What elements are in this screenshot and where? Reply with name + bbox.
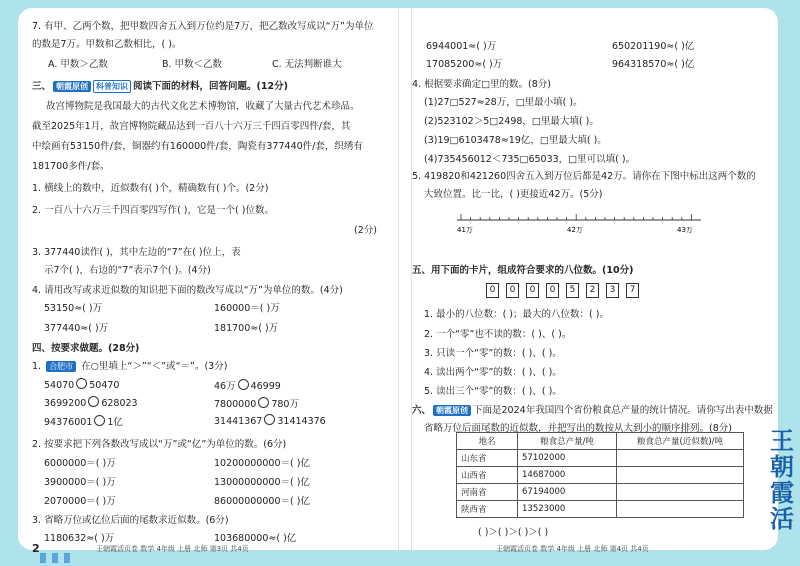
s3-q3-line1: 3. 377440读作( )，其中左边的“7”在( )位上，表 — [32, 247, 241, 258]
answer-circle[interactable] — [258, 397, 269, 408]
s4-q3-item: 1180632≈( )万 — [44, 533, 115, 544]
tick-label-43: 43万 — [677, 226, 693, 234]
output-cell: 57102000 — [518, 450, 617, 467]
table-header: 地名 — [457, 433, 518, 450]
compare-left: 46万 — [214, 381, 236, 392]
r-q4: 4. 根据要求确定□里的数。(8分) — [412, 79, 552, 90]
digit-card: 0 — [506, 283, 519, 298]
digit-card: 5 — [566, 283, 579, 298]
q7-option-a: A. 甲数＞乙数 — [48, 59, 108, 70]
r-q4-item: (2)523102＞5□2498，□里最大填( )。 — [424, 116, 599, 127]
section6-line2: 省略万位后面尾数的近似数，并把写出的数按从大到小的顺序排列。(8分) — [424, 423, 732, 434]
answer-circle[interactable] — [94, 415, 105, 426]
q7-option-c: C. 无法判断谁大 — [272, 59, 342, 70]
s4-q1: 1. 合肥市 在○里填上“＞”“＜”或“＝”。(3分) — [32, 361, 228, 372]
compare-left: 3699200 — [44, 398, 87, 409]
round-item: 6944001≈( )万 — [426, 41, 497, 52]
order-answer: ( )＞( )＞( )＞( ) — [478, 527, 549, 538]
s3-q3-line2: 示7个( )，右边的“7”表示7个( )。(4分) — [44, 265, 211, 276]
province-cell: 陕西省 — [457, 501, 518, 518]
compare-right: 1亿 — [107, 417, 123, 428]
table-header: 粮食总产量/吨 — [518, 433, 617, 450]
r-q4-item: (3)19□6103478≈19亿，□里最大填( )。 — [424, 135, 607, 146]
digit-card: 0 — [486, 283, 499, 298]
compare-right: 31414376 — [277, 416, 326, 427]
digit-card: 2 — [586, 283, 599, 298]
page-divider — [398, 8, 412, 550]
compare-item — [44, 396, 138, 409]
table-row — [457, 450, 744, 467]
compare-left: 7800000 — [214, 399, 257, 410]
compare-item — [44, 414, 123, 428]
tick-label-41: 41万 — [457, 226, 473, 234]
s3-q2: 2. 一百八十六万三千四百零四写作( )，它是一个( )位数。 — [32, 205, 274, 216]
table-header: 粮食总产量(近似数)/吨 — [617, 433, 744, 450]
q7-line1: 7. 有甲、乙两个数，把甲数四舍五入到万位约是7万，把乙数改写成以“万”为单位 — [32, 21, 374, 32]
brand-logo: 王 朝 霞 活 — [770, 426, 794, 533]
round-item: 17085200≈( )万 — [426, 59, 503, 70]
section6-line1: 下面是2024年我国四个省份粮食总产量的统计情况。请你写出表中数据 — [473, 405, 773, 416]
answer-circle[interactable] — [76, 378, 87, 389]
compare-item — [214, 414, 326, 427]
s4-q2-item: 6000000＝( )万 — [44, 458, 116, 469]
approx-cell[interactable] — [617, 484, 744, 501]
province-cell: 山东省 — [457, 450, 518, 467]
r-q5-line2: 大致位置。比一比，( )更接近42万。(5分) — [424, 189, 603, 200]
table-row — [457, 501, 744, 518]
q7-option-b: B. 甲数＜乙数 — [162, 59, 223, 70]
left-page — [32, 0, 394, 566]
s4-q2-item: 2070000＝( )万 — [44, 496, 116, 507]
compare-item — [214, 396, 299, 410]
left-footer: 王朝霞活页卷 数学 4年级 上册 北师 第3页 共4页 — [96, 545, 249, 553]
section6-number: 六、 — [412, 405, 432, 416]
s4-q2: 2. 按要求把下列各数改写成以“万”或“亿”为单位的数。(6分) — [32, 439, 287, 450]
s3-q1: 1. 横线上的数中，近似数有( )个，精确数有( )个。(2分) — [32, 183, 269, 194]
compare-left: 54070 — [44, 380, 75, 391]
s3-q4-item: 377440≈( )万 — [44, 323, 109, 334]
compare-right: 780万 — [271, 399, 299, 410]
section6-heading — [412, 402, 773, 416]
s3-q2-score: (2分) — [354, 225, 377, 236]
compare-right: 46999 — [250, 381, 281, 392]
digit-card: 7 — [626, 283, 639, 298]
compare-item — [214, 378, 281, 392]
page-number: 2 — [32, 542, 40, 555]
province-cell: 河南省 — [457, 484, 518, 501]
r-q5-line1: 5. 419820和421260四舍五入到万位后都是42万。请你在下图中标出这两个数的 — [412, 171, 756, 182]
output-cell: 14687000 — [518, 467, 617, 484]
answer-circle[interactable] — [238, 379, 249, 390]
section3-heading — [32, 78, 288, 93]
passage-line: 故宫博物院是我国最大的古代文化艺术博物馆，收藏了大量古代艺术珍品。 — [46, 101, 360, 112]
answer-circle[interactable] — [264, 414, 275, 425]
s5-item: 2. 一个“零”也不读的数：( )、( )。 — [424, 329, 572, 340]
s3-q4-item: 160000＝( )万 — [214, 303, 280, 314]
output-cell: 67194000 — [518, 484, 617, 501]
province-cell: 山西省 — [457, 467, 518, 484]
digit-card: 3 — [606, 283, 619, 298]
q7-line2: 的数是7万。甲数和乙数相比，( )。 — [32, 39, 182, 50]
number-line — [455, 212, 705, 234]
number-line-ticks — [461, 214, 691, 220]
passage-line: 181700多件/套。 — [32, 161, 110, 172]
table-header-row — [457, 433, 744, 450]
right-footer: 王朝霞活页卷 数学 4年级 上册 北师 第4页 共4页 — [496, 545, 649, 553]
section3-title: 阅读下面的材料，回答问题。(12分) — [133, 81, 288, 92]
s4-q2-item: 3900000＝( )万 — [44, 477, 116, 488]
round-item: 964318570≈( )亿 — [612, 59, 695, 70]
s5-item: 1. 最小的八位数：( )；最大的八位数：( )。 — [424, 309, 609, 320]
section3-number: 三、 — [32, 81, 52, 92]
compare-item — [44, 378, 119, 391]
science-tag: 科普知识 — [93, 80, 131, 93]
passage-line: 中绘画有53150件/套，铜器约有160000件/套，陶瓷有377440件/套，织绣有 — [32, 141, 363, 152]
s4-q2-item: 86000000000＝( )亿 — [214, 496, 310, 507]
grain-table — [456, 432, 744, 518]
city-tag: 合肥市 — [46, 361, 76, 372]
s4-q1-text: 在○里填上“＞”“＜”或“＝”。(3分) — [81, 361, 228, 372]
table-row — [457, 467, 744, 484]
output-cell: 13523000 — [518, 501, 617, 518]
r-q4-item: (4)735456012＜735□65033，□里可以填( )。 — [424, 154, 636, 165]
approx-cell[interactable] — [617, 467, 744, 484]
passage-line: 截至2025年1月，故宫博物院藏品达到一百八十六万三千四百零四件/套，其 — [32, 121, 351, 132]
answer-circle[interactable] — [88, 396, 99, 407]
s4-q3: 3. 省略万位或亿位后面的尾数求近似数。(6分) — [32, 515, 229, 526]
table-row — [457, 484, 744, 501]
approx-cell[interactable] — [617, 450, 744, 467]
original-tag: 朝霞原创 — [53, 81, 91, 92]
round-item: 650201190≈( )亿 — [612, 41, 695, 52]
tick-label-42: 42万 — [567, 226, 583, 234]
digit-card: 0 — [546, 283, 559, 298]
section4-title: 四、按要求做题。(28分) — [32, 343, 140, 354]
s3-q4-item: 53150≈( )万 — [44, 303, 103, 314]
s4-q2-item: 13000000000＝( )亿 — [214, 477, 310, 488]
compare-left: 31441367 — [214, 416, 263, 427]
s5-item: 5. 读出三个“零”的数：( )、( )。 — [424, 386, 562, 397]
approx-cell[interactable] — [617, 501, 744, 518]
s3-q4: 4. 请用改写或求近似数的知识把下面的数改写成以“万”为单位的数。(4分) — [32, 285, 343, 296]
s4-q3-item: 103680000≈( )亿 — [214, 533, 297, 544]
compare-left: 94376001 — [44, 417, 93, 428]
r-q4-item: (1)27□527≈28万，□里最小填( )。 — [424, 97, 583, 108]
s4-q2-item: 10200000000＝( )亿 — [214, 458, 310, 469]
compare-right: 50470 — [89, 380, 120, 391]
s5-item: 3. 只读一个“零”的数：( )、( )。 — [424, 348, 562, 359]
original-tag: 朝霞原创 — [433, 405, 471, 416]
compare-right: 628023 — [101, 398, 138, 409]
section5-title: 五、用下面的卡片，组成符合要求的八位数。(10分) — [412, 265, 634, 276]
s5-item: 4. 读出两个“零”的数：( )、( )。 — [424, 367, 562, 378]
digit-card: 0 — [526, 283, 539, 298]
s3-q4-item: 181700≈( )万 — [214, 323, 279, 334]
